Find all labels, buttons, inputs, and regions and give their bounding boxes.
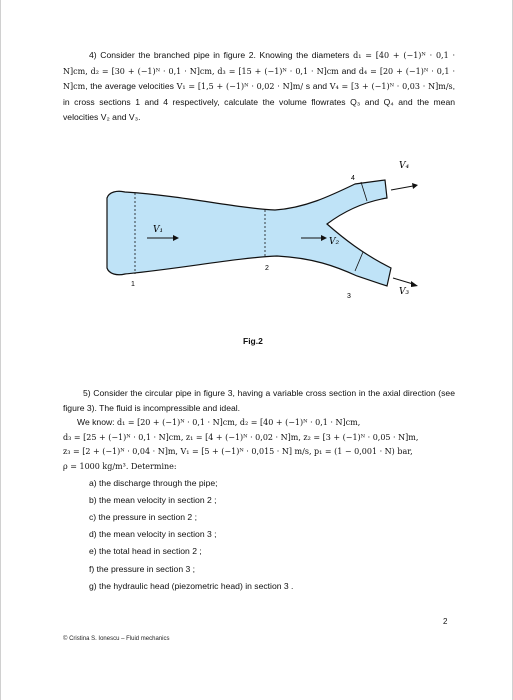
problem-4 xyxy=(63,48,455,126)
label-v3: V₃ xyxy=(399,287,410,297)
pipe-body xyxy=(107,180,391,286)
cross-sections-text: , in cross sections 1 and 4 respectively, calculate xyxy=(63,81,456,107)
page-number: 2 xyxy=(443,617,448,626)
question-e: e) the total head in section 2 ; xyxy=(89,546,202,557)
label-v4: V₄ xyxy=(399,161,410,171)
question-a: a) the discharge through the pipe; xyxy=(89,477,218,488)
eq-v1: V₁ = [1,5 + (−1)ᴺ · 0,02 · N]m/ xyxy=(176,82,304,92)
section-3-label: 3 xyxy=(347,293,351,300)
question-b: b) the mean velocity in section 2 ; xyxy=(89,494,217,505)
v3-arrow xyxy=(393,278,413,284)
section-1-label: 1 xyxy=(131,281,135,288)
footer-copyright: © Cristina S. Ionescu – Fluid mechanics xyxy=(63,636,170,642)
problem-4-final: the volume flowrates Q₃ and Q₄ and the mean velocities V₂ and V₃. xyxy=(63,96,456,123)
question-list xyxy=(63,475,455,595)
problem-5-intro: 5) Consider the circular pipe in figure 3, having a variable cross section in the axial direction (see figure 3). The fluid is incompressible and ideal. xyxy=(63,388,455,413)
eq-line-2: d₃ = [25 + (−1)ᴺ · 0,1 · N]cm, z₁ = [4 + (−1)ᴺ · 0,02 · N]m, z₂ = [3 + (−1)ᴺ · 0,05 · N]m, xyxy=(63,432,419,442)
label-v1: V₁ xyxy=(153,225,164,235)
eq-d1: d₁ = [40 + (−1)ᴺ · 0,1 · N]cm, xyxy=(63,51,456,76)
question-f: f) the pressure in section 3 ; xyxy=(89,563,196,574)
eq-line-4: ρ = 1000 kg/m³. Determine: xyxy=(63,461,177,471)
problem-4-intro: 4) Consider the branched pipe in figure 2. Knowing the diameters xyxy=(89,50,350,60)
eq-d2: d₂ = [30 + (−1)ᴺ · 0,1 · N]cm, xyxy=(90,66,215,76)
velocities-text: , the average velocities xyxy=(85,81,174,92)
s-and-text: s and xyxy=(305,81,328,92)
problem-5 xyxy=(63,386,455,595)
question-c: c) the pressure in section 2 ; xyxy=(89,511,197,522)
question-d: d) the mean velocity in section 3 ; xyxy=(89,529,217,540)
section-4-label: 4 xyxy=(351,175,355,182)
eq-line-1: d₁ = [20 + (−1)ᴺ · 0,1 · N]cm, d₂ = [40 + (−1)ᴺ · 0,1 · N]cm, xyxy=(116,418,361,428)
figure-caption: Fig.2 xyxy=(243,336,263,346)
eq-v4: V₄ = [3 + (−1)ᴺ · 0,03 · N]m/s xyxy=(329,82,453,92)
question-g: g) the hydraulic head (piezometric head) in section 3 . xyxy=(89,580,294,591)
and-text: and xyxy=(341,65,356,76)
branched-pipe-figure xyxy=(95,146,435,316)
label-v2: V₂ xyxy=(329,237,340,247)
v4-arrowhead xyxy=(412,183,418,189)
v3-arrowhead xyxy=(411,281,418,287)
eq-line-3: z₃ = [2 + (−1)ᴺ · 0,04 · N]m, V₁ = [5 + (−1)ᴺ · 0,015 · N] m/s, p₁ = (1 − 0,001 · N) bar, xyxy=(63,447,413,457)
section-2-label: 2 xyxy=(265,265,269,272)
v4-arrow xyxy=(391,186,413,190)
eq-d4: d₄ = [20 + (−1)ᴺ · 0,1 · N]cm xyxy=(63,66,456,92)
eq-d3: d₃ = [15 + (−1)ᴺ · 0,1 · N]cm xyxy=(217,66,339,76)
we-know-label: We know: xyxy=(77,417,115,428)
